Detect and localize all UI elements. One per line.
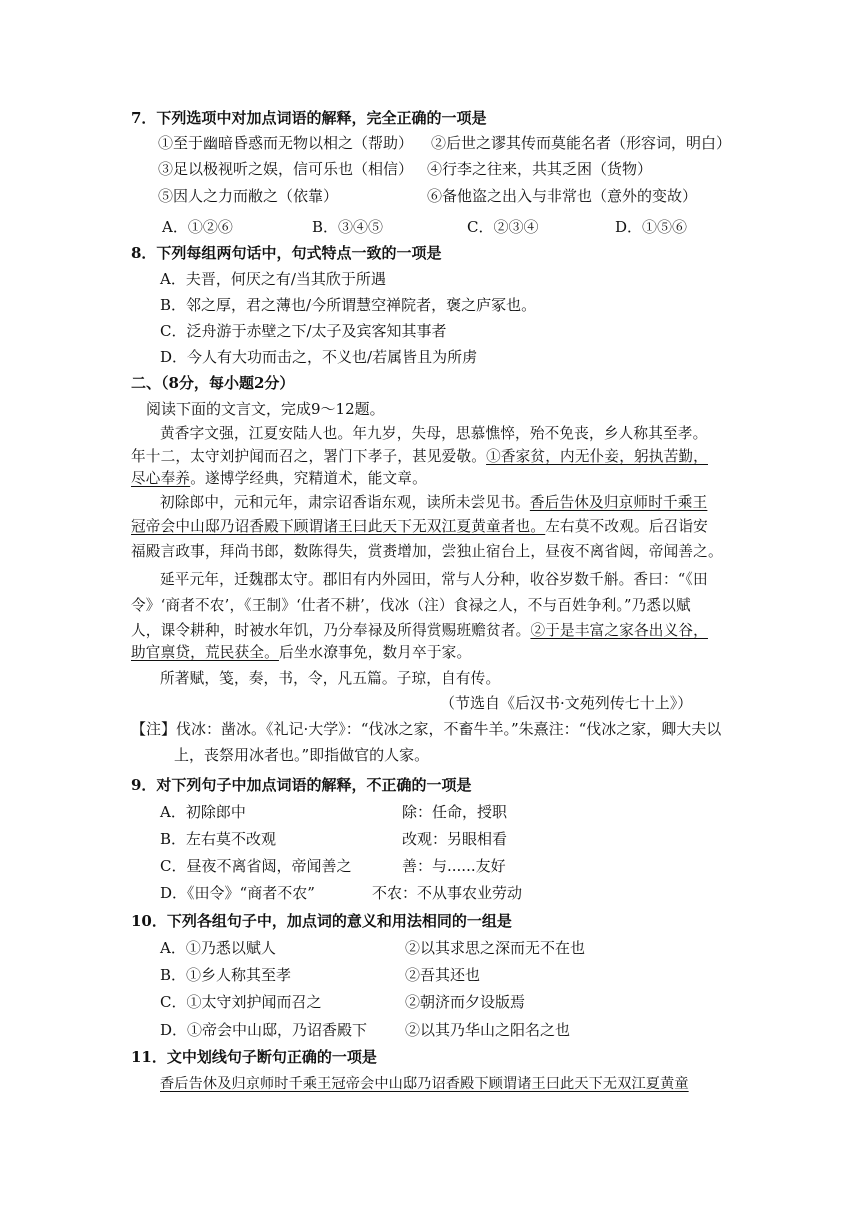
q10-option-a: A．①乃悉以赋人 <box>160 939 276 957</box>
passage-source: （节选自《后汉书·文苑列传七十上》） <box>440 694 693 712</box>
passage-text: 左右莫不改观。后召诣安 <box>545 518 708 535</box>
q7-item-3: ③足以极视听之娱，信可乐也（相信） <box>158 160 414 178</box>
q10-option-c-2: ②朝济而夕设版焉 <box>405 993 526 1011</box>
passage-line <box>131 516 708 538</box>
underlined-sentence-2-cont: 助官禀贷，荒民获全。 <box>131 644 279 661</box>
q10-option-b-2: ②吾其还也 <box>405 966 481 984</box>
q7-item-1: ①至于幽暗昏惑而无物以相之（帮助） <box>158 134 414 152</box>
q8-option-d: D．今人有大功而击之，不义也/若属皆且为所虏 <box>160 348 478 366</box>
q10-option-d-2: ②以其乃华山之阳名之也 <box>405 1021 571 1039</box>
underlined-sentence-main-cont: 冠帝会中山邸乃诏香殿下顾谓诸王曰此天下无双江夏黄童者也。 <box>131 518 546 535</box>
q8-option-b: B．邻之厚，君之薄也/今所谓慧空禅院者，褒之庐冢也。 <box>160 296 537 314</box>
passage-line <box>131 642 471 664</box>
passage-text: 初除郎中，元和元年，肃宗诏香诣东观，读所未尝见书。 <box>160 494 530 511</box>
passage-text: 人，课令耕种，时被水年饥，乃分奉禄及所得赏赐班赡贫者。 <box>131 622 531 639</box>
q7-item-2: ②后世之谬其传而莫能名者（形容词，明白） <box>431 134 732 152</box>
passage-line: 黄香字文强，江夏安陆人也。年九岁，失母，思慕憔悴，殆不免丧，乡人称其至孝。 <box>160 425 708 442</box>
underlined-sentence-main: 香后告休及归京师时千乘王 <box>529 494 708 511</box>
passage-line <box>160 492 707 514</box>
passage-line <box>131 468 427 490</box>
q7-stem: 7．下列选项中对加点词语的解释，完全正确的一项是 <box>131 109 487 127</box>
note-line: 上，丧祭用冰者也。”即指做官的人家。 <box>174 746 430 764</box>
q8-stem: 8．下列每组两句话中，句式特点一致的一项是 <box>131 244 442 262</box>
q9-option-a-meaning: 除：任命，授职 <box>402 803 508 821</box>
passage-line <box>131 446 708 468</box>
q10-stem: 10．下列各组句子中，加点词的意义和用法相同的一组是 <box>131 912 512 930</box>
q11-underlined-sentence: 香后告休及归京师时千乘王冠帝会中山邸乃诏香殿下顾谓诸王曰此天下无双江夏黄童 <box>160 1076 689 1092</box>
passage-line: 令》‘商者不农’，《王制》‘仕者不耕’，伐冰（注）食禄之人，不与百姓争利。”乃悉以赋 <box>131 597 691 614</box>
underlined-sentence-1-cont: 尽心奉养 <box>131 470 191 487</box>
q7-item-6: ⑥备他盗之出入与非常也（意外的变故） <box>427 187 698 205</box>
q9-option-a: A．初除郎中 <box>160 803 246 821</box>
q10-option-a-2: ②以其求思之深而无不在也 <box>405 939 586 957</box>
q10-option-c: C．①太守刘护闻而召之 <box>160 993 322 1011</box>
q9-option-c-meaning: 善：与......友好 <box>402 857 506 875</box>
passage-text: 。遂博学经典，究精道术，能文章。 <box>190 470 427 487</box>
section-intro: 阅读下面的文言文，完成9～12题。 <box>146 400 385 418</box>
q9-option-b: B．左右莫不改观 <box>160 830 277 848</box>
q11-stem: 11．文中划线句子断句正确的一项是 <box>131 1048 377 1066</box>
q9-option-c: C．昼夜不离省闼，帝闻善之 <box>160 857 352 875</box>
q10-option-d: D．①帝会中山邸，乃诏香殿下 <box>160 1021 368 1039</box>
q7-option-a: A．①②⑥ <box>162 218 233 236</box>
passage-line: 延平元年，迁魏郡太守。郡旧有内外园田，常与人分种，收谷岁数千斛。香曰：“《田 <box>160 571 708 588</box>
q10-option-b: B．①乡人称其至孝 <box>160 966 292 984</box>
q8-option-a: A．夫晋，何厌之有/当其欣于所遇 <box>160 270 386 288</box>
passage-line: 福殿言政事，拜尚书郎，数陈得失，赏赉增加，尝独止宿台上，昼夜不离省闼，帝闻善之。 <box>131 543 723 560</box>
passage-line <box>131 620 708 642</box>
q9-option-d: D．《田令》“商者不农” <box>160 884 315 902</box>
q9-option-b-meaning: 改观：另眼相看 <box>402 830 508 848</box>
section-heading: 二、（8分，每小题2分） <box>131 374 295 392</box>
q7-item-5: ⑤因人之力而敝之（依靠） <box>158 187 339 205</box>
note-line: 【注】伐冰：凿冰。《礼记·大学》：“伐冰之家，不畜牛羊。”朱熹注：“伐冰之家，卿大夫以 <box>131 720 722 738</box>
q7-item-4: ④行李之往来，共其乏困（货物） <box>427 160 653 178</box>
q9-stem: 9．对下列句子中加点词语的解释，不正确的一项是 <box>131 776 472 794</box>
passage-text: 年十二，太守刘护闻而召之，署门下孝子，甚见爱敬。 <box>131 448 487 465</box>
q9-option-d-meaning: 不农：不从事农业劳动 <box>372 884 523 902</box>
q7-option-d: D．①⑤⑥ <box>615 218 688 236</box>
underlined-sentence-1: ①香家贫，内无仆妾，躬执苦勤， <box>486 448 708 465</box>
underlined-sentence-2: ②于是丰富之家各出义谷， <box>530 622 708 639</box>
q7-option-c: C．②③④ <box>467 218 539 236</box>
passage-line: 所著赋，笺，奏，书，令，凡五篇。子琼，自有传。 <box>160 670 501 687</box>
q8-option-c: C．泛舟游于赤壁之下/太子及宾客知其事者 <box>160 322 447 340</box>
q7-option-b: B．③④⑤ <box>312 218 384 236</box>
passage-text: 后坐水潦事免，数月卒于家。 <box>278 644 472 661</box>
